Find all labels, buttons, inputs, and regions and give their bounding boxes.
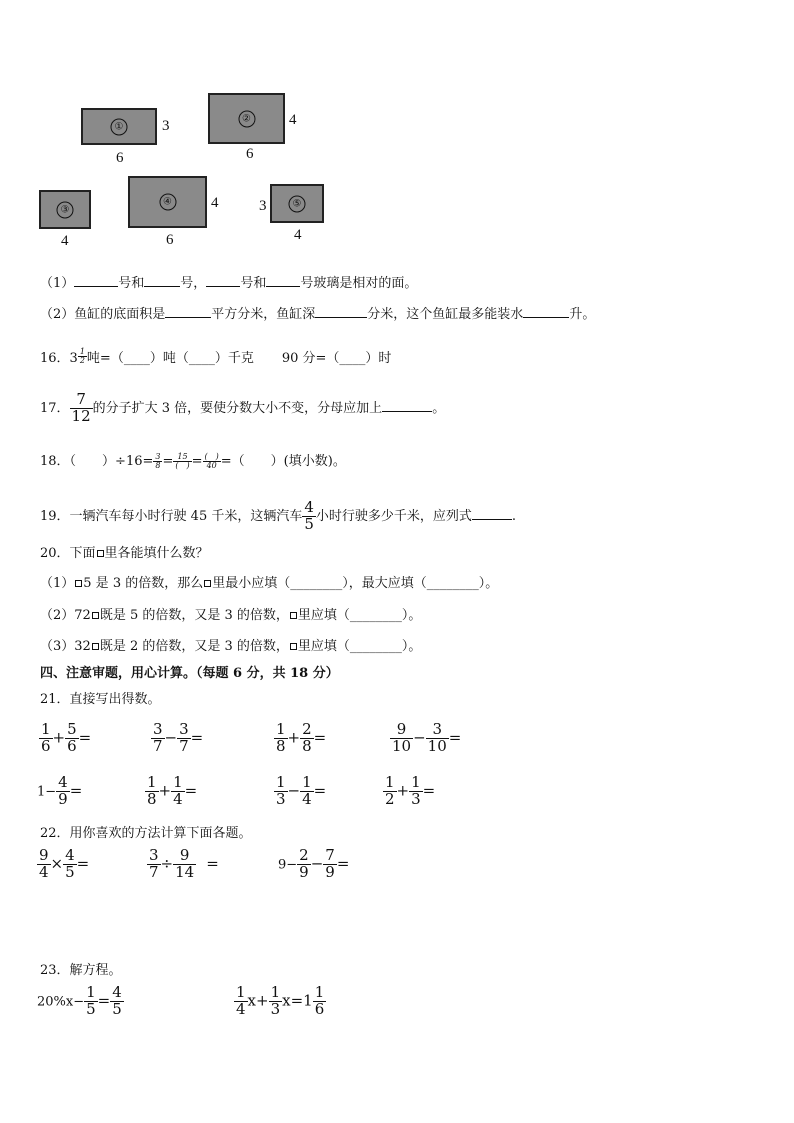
q16-text: 90 分=（____）时 — [281, 351, 392, 366]
numerator: 1 — [236, 983, 246, 1001]
fraction — [63, 848, 77, 881]
answer-blank[interactable] — [315, 305, 367, 318]
fraction — [110, 985, 124, 1018]
denominator: 5 — [304, 514, 314, 533]
q17-text: 的分子扩大 3 倍，要使分数大小不变，分母应加上 — [92, 400, 383, 416]
denominator: 2 — [79, 356, 85, 365]
q22-e3 — [278, 848, 349, 881]
answer-blank[interactable] — [523, 305, 569, 318]
denominator: 8 — [276, 736, 286, 755]
fraction — [383, 775, 397, 808]
box-placeholder — [204, 580, 211, 587]
panel-2-height: 4 — [289, 112, 297, 128]
equals: = — [191, 454, 203, 469]
q21-r2-e4 — [383, 775, 435, 808]
box-placeholder — [290, 612, 297, 619]
operator: + — [52, 728, 66, 747]
numerator: 1 — [411, 773, 421, 791]
equals: = — [422, 781, 436, 800]
fraction — [234, 985, 248, 1018]
operator: − — [164, 728, 178, 747]
numerator: 4 — [112, 983, 122, 1001]
equals: = — [336, 854, 350, 873]
numerator: 1 — [276, 720, 286, 738]
denominator: 4 — [173, 789, 183, 808]
fraction — [151, 722, 165, 755]
q20-text: （2）72 — [40, 608, 91, 623]
numerator: 5 — [67, 720, 77, 738]
denominator: 4 — [302, 789, 312, 808]
denominator: 9 — [299, 862, 309, 881]
panel-mark-1: ① — [111, 118, 128, 135]
denominator: 14 — [175, 862, 195, 881]
q16-text: 吨=（____）吨（____）千克 — [86, 351, 254, 366]
q18-text: =（ ）(填小数)。 — [220, 454, 346, 469]
numerator: 9 — [39, 846, 49, 864]
fraction — [300, 722, 314, 755]
q15-text: 升。 — [569, 307, 596, 322]
q21-r1-e2 — [151, 722, 203, 755]
q20-text: 里应填（________）。 — [297, 639, 422, 654]
fraction — [37, 848, 51, 881]
panel-1-height: 3 — [162, 118, 170, 134]
panel-3-width: 4 — [61, 233, 69, 249]
box-placeholder — [92, 612, 99, 619]
answer-blank[interactable] — [382, 399, 432, 412]
denominator: 5 — [112, 999, 122, 1018]
numerator: 1 — [270, 983, 281, 1001]
numerator: 15 — [173, 453, 191, 462]
q18-text: （ ）÷16= — [69, 454, 154, 469]
panel-mark-3: ③ — [57, 201, 74, 218]
operator: × — [50, 854, 64, 873]
fraction — [56, 775, 70, 808]
numerator: 1 — [41, 720, 51, 738]
numerator: 3 — [153, 720, 163, 738]
operator: − — [310, 854, 324, 873]
answer-blank[interactable] — [472, 507, 512, 520]
question-20-part2 — [40, 604, 421, 623]
denominator: 8 — [155, 461, 161, 470]
equals: = — [162, 454, 174, 469]
denominator: 12 — [71, 406, 91, 425]
fraction — [203, 453, 221, 471]
denominator: 3 — [270, 999, 281, 1018]
q15-p1-label: （1） — [40, 276, 75, 291]
fraction — [147, 848, 161, 881]
fraction — [65, 722, 79, 755]
q17-text: 。 — [432, 400, 446, 416]
box-placeholder — [92, 643, 99, 650]
panel-1-width: 6 — [116, 150, 124, 166]
q21-r2-e3 — [274, 775, 326, 808]
fraction — [297, 848, 311, 881]
numerator: 4 — [58, 773, 68, 791]
question-number: 16． — [40, 351, 70, 366]
numerator: 3 — [155, 451, 161, 461]
panel-4-height: 4 — [211, 195, 219, 211]
equals: = — [69, 781, 83, 800]
panel-5-width: 4 — [294, 227, 302, 243]
q20-text: 5 是 3 的倍数，那么 — [83, 576, 204, 591]
q15-text: 号， — [180, 276, 207, 291]
q15-text: 号和 — [118, 276, 145, 291]
question-number: 18． — [40, 454, 70, 469]
denominator: ( ) — [175, 461, 190, 470]
operator: + — [158, 781, 172, 800]
answer-blank[interactable] — [74, 274, 118, 287]
q20-text: 既是 5 的倍数，又是 3 的倍数， — [99, 608, 289, 623]
denominator: 6 — [41, 736, 51, 755]
fraction — [426, 722, 449, 755]
denominator: 40 — [206, 461, 217, 470]
equals: = — [184, 781, 198, 800]
numerator: 3 — [426, 722, 449, 739]
denominator: 9 — [58, 789, 68, 808]
q19-text: . — [511, 508, 517, 524]
q15-text: 号玻璃是相对的面。 — [300, 276, 418, 291]
fraction — [409, 775, 423, 808]
fraction — [269, 985, 283, 1018]
denominator: 4 — [39, 862, 49, 881]
q20-text: （1） — [40, 576, 75, 591]
fraction — [302, 500, 316, 533]
fraction — [274, 722, 288, 755]
numerator: 1 — [385, 773, 395, 791]
denominator: 4 — [236, 999, 246, 1018]
equals: = — [78, 728, 92, 747]
section-heading: 四、注意审题，用心计算。（每题 6 分，共 18 分） — [40, 666, 339, 681]
question-number: 19． — [40, 508, 70, 524]
q20-text: 里各能填什么数？ — [104, 546, 209, 561]
glass-panel-5 — [270, 184, 324, 223]
q15-part1 — [40, 272, 417, 291]
numerator: 4 — [304, 498, 314, 516]
numerator: 9 — [390, 722, 413, 739]
expression-lead: 9− — [278, 857, 298, 873]
numerator: 1 — [314, 983, 325, 1001]
q15-text: （2）鱼缸的底面积是 — [40, 307, 166, 322]
denominator: 6 — [67, 736, 77, 755]
denominator: 7 — [153, 736, 163, 755]
operator: + — [287, 728, 301, 747]
q20-text: 既是 2 的倍数，又是 3 的倍数， — [99, 639, 289, 654]
denominator: 6 — [314, 999, 325, 1018]
q15-text: 号和 — [240, 276, 267, 291]
panel-mark-2: ② — [238, 110, 255, 127]
denominator: 5 — [86, 999, 96, 1018]
denominator: 8 — [302, 736, 312, 755]
fraction — [70, 392, 93, 425]
panel-2-width: 6 — [246, 146, 254, 162]
denominator: 7 — [149, 862, 159, 881]
question-number: 17． — [40, 400, 70, 416]
answer-blank[interactable] — [165, 305, 211, 318]
equals: = — [190, 728, 204, 747]
denominator: 3 — [411, 789, 421, 808]
numerator: 1 — [86, 983, 96, 1001]
question-21-title: 21．直接写出得数。 — [40, 692, 161, 707]
variable: x= — [282, 991, 304, 1010]
expression-lead: 20%x− — [37, 994, 85, 1010]
denominator: 7 — [179, 736, 189, 755]
operator: − — [287, 781, 301, 800]
question-22-title: 22．用你喜欢的方法计算下面各题。 — [40, 826, 252, 841]
panel-mark-5: ⑤ — [289, 195, 306, 212]
numerator: 4 — [65, 846, 75, 864]
fraction — [78, 348, 87, 366]
q21-r1-e4 — [390, 722, 461, 755]
fraction — [145, 775, 159, 808]
question-20-part3 — [40, 635, 421, 654]
denominator: 10 — [427, 736, 447, 755]
denominator: 10 — [392, 736, 412, 755]
q19-text: 一辆汽车每小时行驶 45 千米，这辆汽车 — [69, 508, 303, 524]
expression-lead: 1− — [37, 784, 57, 800]
fraction — [390, 722, 413, 755]
fraction — [274, 775, 288, 808]
q15-text: 平方分米，鱼缸深 — [211, 307, 316, 322]
fraction — [173, 848, 196, 881]
numerator: 2 — [302, 720, 312, 738]
numerator: 1 — [147, 773, 157, 791]
fraction — [84, 985, 98, 1018]
box-placeholder — [97, 550, 104, 557]
question-23-title: 23．解方程。 — [40, 963, 122, 978]
numerator: 3 — [149, 846, 159, 864]
question-20-head — [40, 542, 209, 561]
mixed-whole: 1 — [303, 991, 313, 1010]
numerator: 7 — [325, 846, 335, 864]
numerator: 9 — [173, 848, 196, 865]
numerator: 1 — [302, 773, 312, 791]
equals: = — [97, 991, 111, 1010]
variable: x+ — [247, 991, 269, 1010]
equals: = — [313, 728, 327, 747]
numerator: 3 — [179, 720, 189, 738]
fraction — [39, 722, 53, 755]
q21-r2-e2 — [145, 775, 197, 808]
glass-panel-4 — [128, 176, 207, 228]
q21-r2-e1 — [37, 775, 82, 808]
equals: = — [76, 854, 90, 873]
glass-panel-2 — [208, 93, 285, 144]
numerator: 1 — [173, 773, 183, 791]
glass-panel-1 — [81, 108, 157, 145]
q20-text: （3）32 — [40, 639, 91, 654]
numerator: ( ) — [204, 451, 219, 461]
denominator: 9 — [325, 862, 335, 881]
numerator: 2 — [299, 846, 309, 864]
answer-blank[interactable] — [266, 274, 300, 287]
equals: = — [206, 854, 219, 873]
question-16 — [40, 347, 391, 366]
panel-5-height: 3 — [259, 198, 267, 214]
numerator: 7 — [70, 392, 93, 409]
fraction — [173, 453, 191, 471]
question-19 — [40, 500, 516, 533]
denominator: 2 — [385, 789, 395, 808]
q22-e2 — [147, 848, 219, 881]
q20-text: 里应填（________）。 — [297, 608, 422, 623]
denominator: 8 — [147, 789, 157, 808]
box-placeholder — [290, 643, 297, 650]
answer-blank[interactable] — [206, 274, 240, 287]
panel-4-width: 6 — [166, 232, 174, 248]
equals: = — [448, 728, 462, 747]
q15-part2 — [40, 303, 595, 322]
numerator: 1 — [276, 773, 286, 791]
denominator: 5 — [65, 862, 75, 881]
glass-panel-3 — [39, 190, 91, 229]
denominator: 3 — [276, 789, 286, 808]
q20-text: 里最小应填（________），最大应填（________）。 — [212, 576, 499, 591]
question-17 — [40, 392, 445, 425]
q23-e2 — [234, 985, 326, 1018]
answer-blank[interactable] — [144, 274, 180, 287]
fraction — [300, 775, 314, 808]
box-placeholder — [75, 580, 82, 587]
fraction — [313, 985, 327, 1018]
q21-r1-e1 — [39, 722, 91, 755]
q22-e1 — [37, 848, 89, 881]
question-18 — [40, 450, 346, 470]
operator: + — [396, 781, 410, 800]
mixed-whole: 3 — [69, 351, 78, 366]
fraction — [323, 848, 337, 881]
q21-r1-e3 — [274, 722, 326, 755]
q15-text: 分米，这个鱼缸最多能装水 — [367, 307, 524, 322]
q20-text: 20．下面 — [40, 546, 96, 561]
operator: ÷ — [160, 854, 174, 873]
panel-mark-4: ④ — [159, 194, 176, 211]
fraction — [177, 722, 191, 755]
numerator: 1 — [79, 346, 85, 356]
fraction — [171, 775, 185, 808]
operator: − — [413, 728, 426, 747]
question-20-part1 — [40, 572, 498, 591]
q19-text: 小时行驶多少千米，应列式 — [315, 508, 472, 524]
q23-e1 — [37, 985, 124, 1018]
equals: = — [313, 781, 327, 800]
